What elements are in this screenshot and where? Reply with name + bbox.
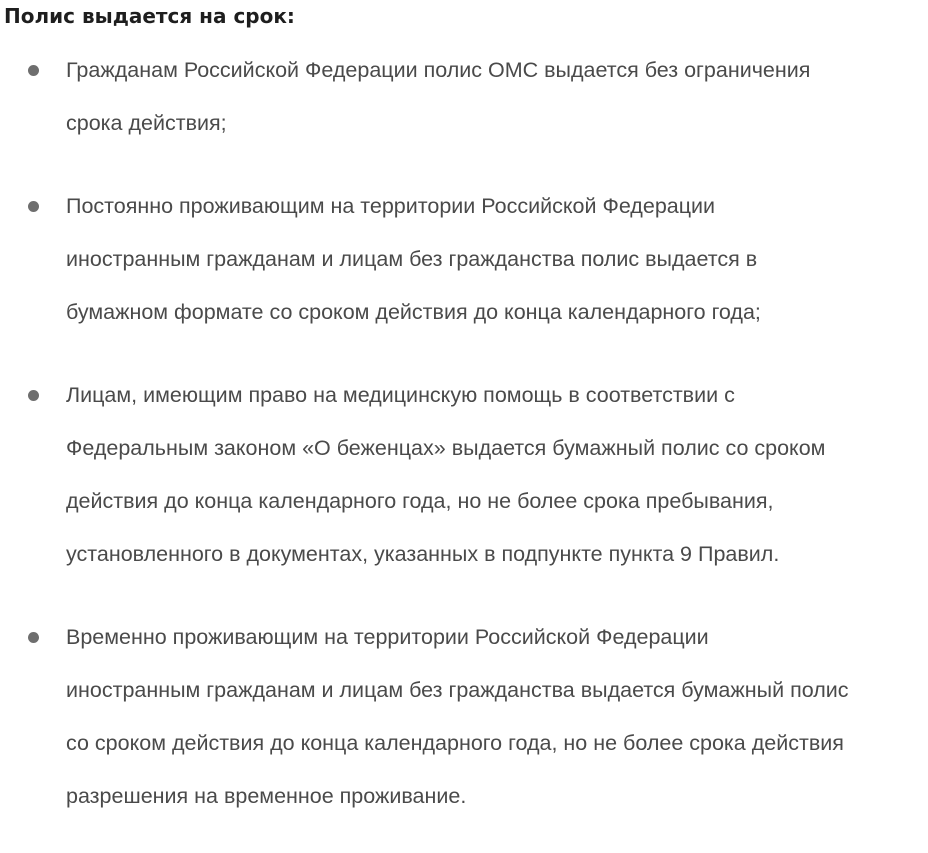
list-item [0, 369, 928, 581]
list-item [0, 44, 928, 150]
list-item [0, 611, 928, 823]
list-item-line: Постоянно проживающим на территории Российской Федерации [66, 194, 716, 218]
list-item-line: Временно проживающим на территории Российской Федерации [66, 625, 709, 649]
list-item-line: иностранным гражданам и лицам без гражданства выдается бумажный полис [66, 678, 849, 702]
list-item-line: Лицам, имеющим право на медицинскую помощь в соответствии с [66, 383, 735, 407]
list-item-line: действия до конца календарного года, но не более срока пребывания, [66, 489, 774, 513]
list-item-line: установленного в документах, указанных в подпункте пункта 9 Правил. [66, 542, 780, 566]
bullet-icon [28, 65, 39, 76]
section-heading: Полис выдается на срок: [4, 4, 295, 28]
list-item-line: со сроком действия до конца календарного года, но не более срока действия [66, 731, 844, 755]
list-item-line: бумажном формате со сроком действия до конца календарного года; [66, 300, 761, 324]
list-item-line: Гражданам Российской Федерации полис ОМС выдается без ограничения [66, 58, 811, 82]
list-item [0, 180, 928, 339]
list-item-line: срока действия; [66, 111, 227, 135]
list-item-line: разрешения на временное проживание. [66, 784, 467, 808]
list-item-line: иностранным гражданам и лицам без гражданства полис выдается в [66, 247, 758, 271]
bullet-icon [28, 390, 39, 401]
policy-term-list [0, 44, 928, 853]
list-item-line: Федеральным законом «О беженцах» выдается бумажный полис со сроком [66, 436, 826, 460]
bullet-icon [28, 632, 39, 643]
bullet-icon [28, 201, 39, 212]
